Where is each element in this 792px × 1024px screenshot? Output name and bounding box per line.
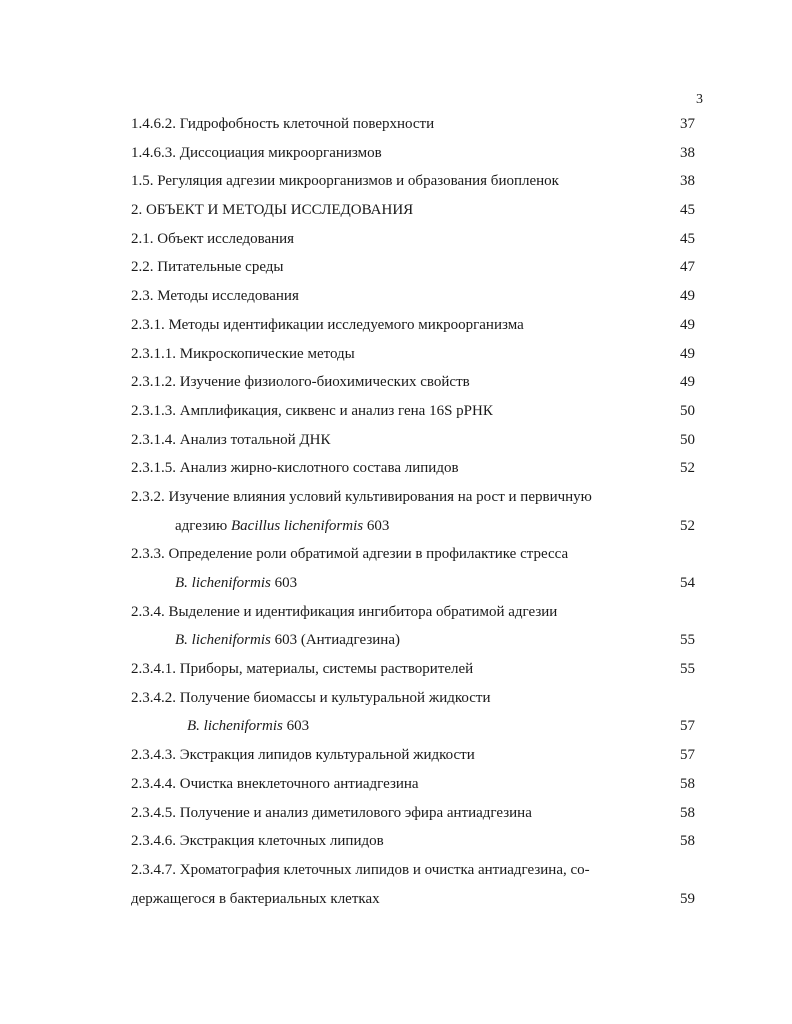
toc-entry-text: 2.3.1.3. Амплификация, сиквенс и анализ гена 16S рРНК [131,402,493,419]
toc-entry-page: 54 [680,575,695,591]
toc-entry-species: B. licheniformis [187,718,283,735]
toc-entry-page: 49 [680,288,695,305]
toc-entry-title [131,282,299,311]
table-of-contents [0,110,792,913]
toc-entry-line [0,712,792,741]
toc-entry-text-suffix: 603 (Антиадгезина) [270,632,400,649]
page-number: 3 [696,92,703,107]
toc-entry-text: адгезию [175,517,231,534]
toc-entry-page: 52 [680,460,695,477]
toc-entry-line [0,512,792,541]
toc-entry-text: 2.1. Объект исследования [131,230,295,247]
toc-entry-line [0,368,792,397]
toc-entry-title [131,110,434,139]
toc-entry-line [0,282,792,311]
toc-entry-line [0,827,792,856]
toc-entry-page: 45 [680,230,695,247]
toc-entry-line [0,598,792,627]
toc-entry-text: 2.3.4.4. Очистка внеклеточного антиадгезина [131,775,419,792]
toc-entry-title [131,684,491,713]
toc-entry-text: 2.3.1. Методы идентификации исследуемого микроорганизма [131,316,524,333]
toc-entry-text: 2.3.4.1. Приборы, материалы, системы растворителей [131,661,474,678]
toc-entry-text: 1.4.6.3. Диссоциация микроорганизмов [131,144,382,161]
toc-entry-title [131,139,382,168]
toc-entry-line [0,311,792,340]
toc-entry-text: 2.3.4.2. Получение биомассы и культуральной жидкости [131,689,491,706]
toc-entry-title [175,626,400,655]
toc-entry-text: 2.3.3. Определение роли обратимой адгезии в профилактике стресса [131,546,569,563]
toc-entry-page: 38 [680,144,695,161]
toc-entry-line [0,196,792,225]
toc-entry-text: 2.3.1.1. Микроскопические методы [131,345,355,362]
toc-entry-title [131,741,475,770]
toc-entry-page: 45 [680,202,695,219]
toc-entry-page: 52 [680,517,695,534]
toc-entry-title [131,598,557,627]
toc-entry-line [0,684,792,713]
toc-entry-text: 2.3.4. Выделение и идентификация ингибитора обратимой адгезии [131,603,558,620]
toc-entry-title [131,540,568,569]
toc-entry-text: 2.3.4.5. Получение и анализ диметилового эфира антиадгезина [131,804,532,821]
toc-entry-line [0,110,792,139]
toc-entry-line [0,540,792,569]
toc-entry-page: 50 [680,402,695,419]
toc-entry-page: 49 [680,374,695,391]
toc-entry-line [0,167,792,196]
toc-entry-title [187,712,309,741]
toc-entry-text: 2. ОБЪЕКТ И МЕТОДЫ ИССЛЕДОВАНИЯ [131,202,414,219]
toc-entry-species: Bacillus licheniformis [231,517,364,534]
toc-entry-line [0,139,792,168]
toc-entry-title [131,225,294,254]
toc-entry-page: 49 [680,345,695,362]
toc-entry-line [0,626,792,655]
toc-entry-text: 2.3. Методы исследования [131,288,299,305]
toc-entry-line [0,569,792,598]
toc-entry-page: 57 [680,747,695,764]
toc-entry-title [131,196,413,225]
toc-entry-page: 58 [680,775,695,792]
toc-entry-text-suffix: 603 [363,517,390,534]
toc-entry-text: 2.3.2. Изучение влияния условий культивирования на рост и первичную [131,488,592,505]
toc-entry-line [0,397,792,426]
toc-entry-title [131,426,330,455]
toc-entry-title [131,856,590,885]
toc-entry-line [0,483,792,512]
toc-entry-text: 1.5. Регуляция адгезии микроорганизмов и образования биопленок [131,173,559,190]
toc-entry-title [131,454,459,483]
toc-entry-title [131,167,559,196]
toc-entry-title [131,311,524,340]
toc-entry-page: 55 [680,661,695,678]
toc-entry-page: 58 [680,804,695,821]
toc-entry-title [131,827,384,856]
toc-entry-line [0,741,792,770]
toc-entry-text: 2.3.4.6. Экстракция клеточных липидов [131,833,384,850]
toc-entry-title [131,770,419,799]
toc-entry-line [0,655,792,684]
toc-entry-page: 55 [680,632,695,649]
toc-entry-title [131,368,470,397]
toc-entry-title [175,569,297,598]
toc-entry-text: 2.3.1.2. Изучение физиолого-биохимических свойств [131,374,470,391]
toc-entry-title [131,340,355,369]
toc-entry-text: 2.3.1.5. Анализ жирно-кислотного состава липидов [131,460,459,477]
toc-entry-line [0,799,792,828]
toc-entry-text-suffix: 603 [282,718,310,735]
toc-entry-line [0,340,792,369]
toc-entry-line [0,454,792,483]
toc-entry-title [131,885,380,914]
toc-entry-page: 47 [680,259,695,276]
toc-entry-page: 50 [680,431,695,448]
toc-entry-line [0,770,792,799]
toc-entry-species: B. licheniformis [175,632,271,649]
toc-entry-line [0,856,792,885]
toc-entry-text-suffix: 603 [270,575,298,591]
toc-entry-text: 1.4.6.2. Гидрофобность клеточной поверхности [131,116,435,132]
toc-entry-page: 57 [680,718,695,735]
toc-entry-line [0,253,792,282]
toc-entry-page: 59 [680,890,695,907]
toc-entry-text: 2.3.1.4. Анализ тотальной ДНК [131,431,331,448]
toc-entry-text: 2.3.4.7. Хроматография клеточных липидов и очистка антиадгезина, со- [131,861,590,878]
toc-entry-species: B. licheniformis [175,575,271,591]
toc-entry-title [131,799,532,828]
toc-entry-text: 2.2. Питательные среды [131,259,284,276]
toc-entry-title [131,253,284,282]
toc-entry-line [0,426,792,455]
toc-entry-title [131,397,493,426]
toc-entry-text: 2.3.4.3. Экстракция липидов культуральной жидкости [131,747,475,764]
toc-entry-title [175,512,389,541]
toc-entry-page: 37 [680,116,695,132]
toc-entry-title [131,483,592,512]
toc-entry-text: держащегося в бактериальных клетках [131,890,380,907]
toc-entry-line [0,225,792,254]
toc-entry-page: 58 [680,833,695,850]
toc-entry-page: 38 [680,173,695,190]
toc-entry-title [131,655,473,684]
toc-entry-page: 49 [680,316,695,333]
toc-entry-line [0,885,792,914]
